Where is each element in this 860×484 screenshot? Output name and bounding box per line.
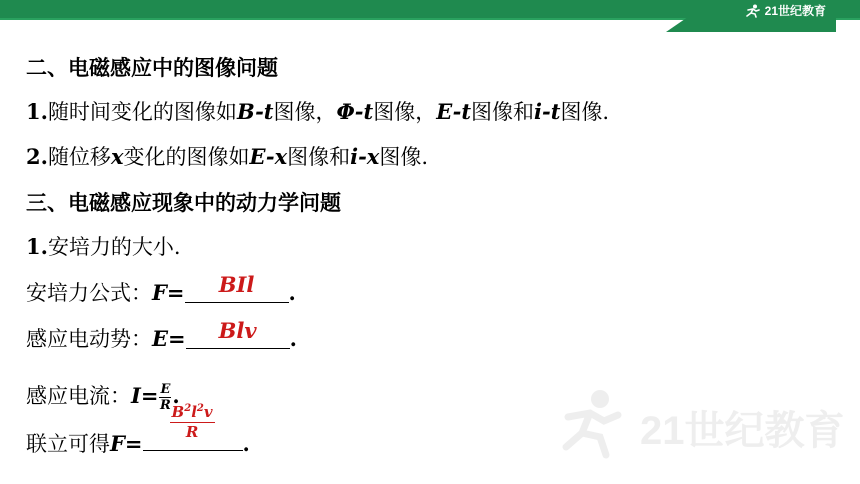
formula-variable: F xyxy=(110,431,125,456)
var-label: E-t xyxy=(436,99,472,124)
brand-logo xyxy=(745,2,826,19)
item-text: 变化的图像如 xyxy=(123,145,250,169)
num-l: l xyxy=(191,403,197,421)
formula-label: 感应电流： xyxy=(26,384,131,408)
item-1-time-graphs xyxy=(26,99,609,125)
item-text: 随位移 xyxy=(47,145,111,169)
item-text: 图像和 xyxy=(471,100,535,124)
var-label: i-t xyxy=(534,99,561,124)
formula-ampere-force xyxy=(26,272,296,306)
section-heading-image-problems: 二、电磁感应中的图像问题 xyxy=(26,56,278,80)
item-text: 随时间变化的图像如 xyxy=(47,100,237,124)
watermark-text: 21世纪教育 xyxy=(640,409,845,453)
answer-blank xyxy=(186,318,290,349)
fraction-numerator: E xyxy=(160,382,171,397)
formula-label: 安培力公式： xyxy=(26,281,152,305)
item-3-ampere-force xyxy=(26,234,181,260)
watermark xyxy=(560,385,850,470)
formula-induced-emf xyxy=(26,318,297,352)
num-l-exponent: 2 xyxy=(196,403,204,414)
num-b: B xyxy=(171,403,185,421)
answer-fraction xyxy=(170,404,215,440)
section-heading-dynamics: 三、电磁感应现象中的动力学问题 xyxy=(26,191,341,215)
formula-label: 感应电动势： xyxy=(26,327,152,351)
item-text: 图像， xyxy=(373,100,437,124)
formula-induced-current xyxy=(26,376,180,416)
item-2-displacement-graphs xyxy=(26,144,428,170)
formula-variable: I xyxy=(131,383,141,408)
runner-logo-icon xyxy=(745,4,761,18)
header-band-main xyxy=(0,0,860,18)
item-text: 图像和 xyxy=(287,145,351,169)
header-band xyxy=(0,0,860,32)
answer-text: Blv xyxy=(218,318,257,343)
item-text: 图像. xyxy=(379,145,429,169)
equals-sign: = xyxy=(124,431,143,456)
runner-logo-icon xyxy=(560,385,850,470)
period: . xyxy=(289,326,297,351)
equals-sign: = xyxy=(140,383,159,408)
fraction-denominator: R xyxy=(159,398,171,413)
num-b-exponent: 2 xyxy=(184,403,192,414)
formula-variable: F xyxy=(152,280,167,305)
equals-sign: = xyxy=(166,280,185,305)
equals-sign: = xyxy=(168,326,186,351)
var-label: E-x xyxy=(249,144,288,169)
item-number: 2. xyxy=(26,144,48,169)
item-number: 1. xyxy=(26,234,48,259)
answer-blank xyxy=(185,272,289,303)
period: . xyxy=(172,383,180,408)
item-text: 图像. xyxy=(560,100,610,124)
var-label: x xyxy=(110,144,124,169)
item-text: 图像， xyxy=(273,100,337,124)
var-label: B-t xyxy=(236,99,274,124)
fraction-numerator xyxy=(170,404,215,423)
formula-combined-force xyxy=(26,403,250,457)
var-label: i-x xyxy=(350,144,380,169)
period: . xyxy=(242,431,250,456)
answer-blank xyxy=(143,403,243,451)
item-text: 安培力的大小. xyxy=(47,235,181,259)
formula-label: 联立可得 xyxy=(26,432,110,456)
num-v: v xyxy=(203,403,213,421)
brand-logo-text: 21世纪教育 xyxy=(764,4,826,18)
period: . xyxy=(288,280,296,305)
fraction-denominator: R xyxy=(185,423,199,441)
formula-variable: E xyxy=(152,326,169,351)
item-number: 1. xyxy=(26,99,48,124)
var-label: Φ-t xyxy=(336,99,374,124)
header-band-tab xyxy=(666,18,836,32)
answer-text: BIl xyxy=(218,272,255,297)
